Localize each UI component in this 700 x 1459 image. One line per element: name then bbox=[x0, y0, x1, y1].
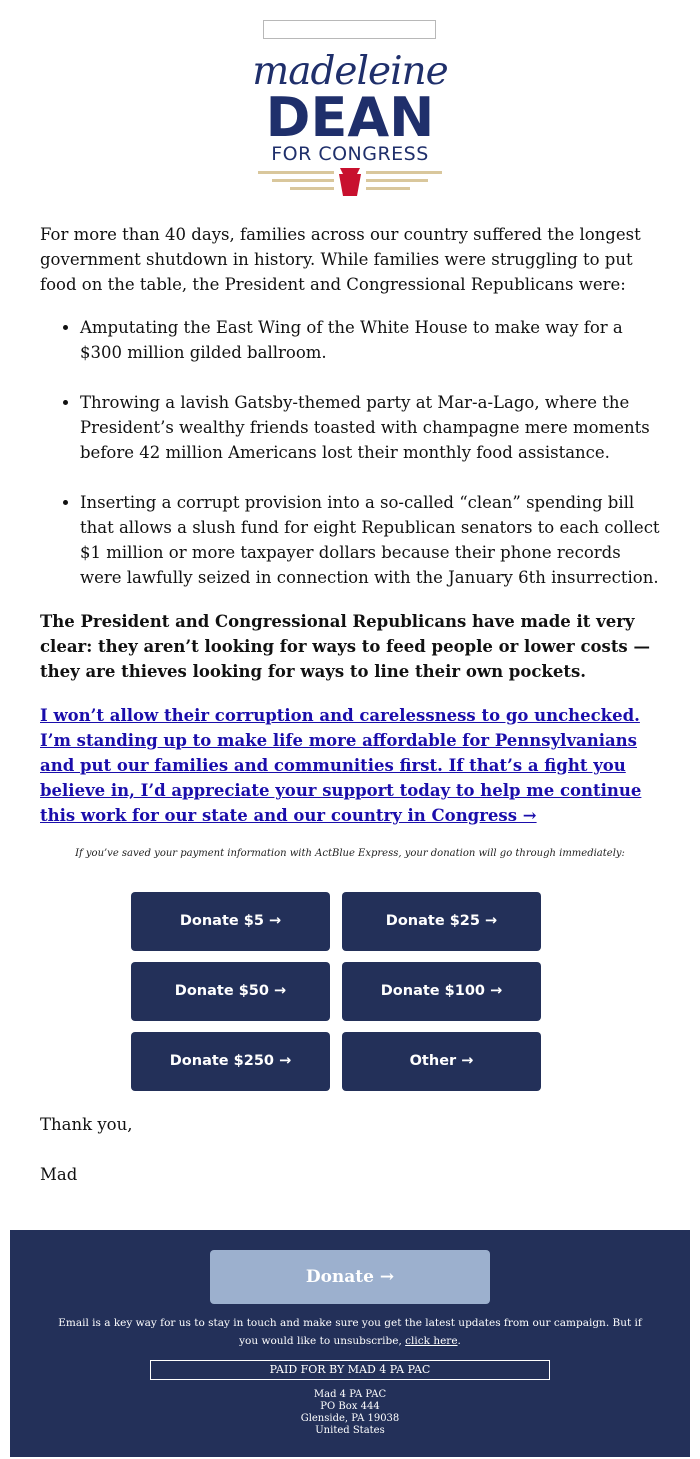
paid-for-disclaimer: PAID FOR BY MAD 4 PA PAC bbox=[150, 1360, 550, 1380]
bullet-item: • Amputating the East Wing of the White House to make way for a $300 million gilded ballroom. bbox=[80, 315, 660, 365]
actblue-express-note: If you’ve saved your payment information with ActBlue Express, your donation will go through immediately: bbox=[75, 848, 625, 859]
signoff-thanks: Thank you, bbox=[40, 1115, 133, 1134]
donate-50-button[interactable]: Donate $50 → bbox=[131, 962, 330, 1021]
address-line: Mad 4 PA PAC bbox=[313, 1389, 387, 1400]
logo-script-text: madeleine bbox=[252, 49, 448, 94]
bullet-item: • Inserting a corrupt provision into a so-called “clean” spending bill that allows a slush fund for eight Republican senators to each collect $1 million or more taxpayer dollars because their phone records were lawfully seized in connection with the January 6th insurrection. bbox=[80, 490, 660, 590]
footer-email-copy: Email is a key way for us to stay in touch and make sure you get the latest updates from our campaign. But if you would like to unsubscribe, bbox=[58, 1317, 642, 1347]
footer-donate-button[interactable]: Donate → bbox=[210, 1250, 490, 1304]
bullet-list bbox=[40, 315, 660, 590]
donate-25-button[interactable]: Donate $25 → bbox=[342, 892, 541, 951]
footer-email-text bbox=[50, 1314, 650, 1350]
signoff-name: Mad bbox=[40, 1165, 78, 1184]
bullet-item: • Throwing a lavish Gatsby-themed party at Mar-a-Lago, where the President’s wealthy friends toasted with champagne mere moments before 42 million Americans lost their monthly food assistance. bbox=[80, 390, 660, 465]
email-body bbox=[40, 222, 660, 828]
logo-stripe-right-1 bbox=[366, 171, 442, 174]
keystone-icon bbox=[338, 168, 362, 196]
intro-paragraph: For more than 40 days, families across our country suffered the longest government shutdown in history. While families were struggling to put food on the table, the President and Congressional Republicans were: bbox=[40, 225, 641, 294]
mailing-address bbox=[10, 1389, 690, 1437]
address-line: PO Box 444 bbox=[320, 1401, 380, 1412]
donate-100-button[interactable]: Donate $100 → bbox=[342, 962, 541, 1021]
footer bbox=[10, 1230, 690, 1457]
logo-subtitle-text: FOR CONGRESS bbox=[271, 143, 429, 165]
header-image-placeholder bbox=[263, 20, 436, 39]
logo-stripe-left-3 bbox=[290, 187, 334, 190]
donate-250-button[interactable]: Donate $250 → bbox=[131, 1032, 330, 1091]
address-line: United States bbox=[315, 1425, 385, 1436]
donate-5-button[interactable]: Donate $5 → bbox=[131, 892, 330, 951]
unsubscribe-link[interactable]: click here bbox=[405, 1335, 458, 1347]
footer-period: . bbox=[457, 1335, 461, 1347]
campaign-logo bbox=[250, 50, 450, 200]
bold-paragraph: The President and Congressional Republicans have made it very clear: they aren’t looking for ways to feed people or lower costs — they are thieves looking for ways to line their own pockets. bbox=[40, 612, 650, 681]
logo-name-text: DEAN bbox=[265, 86, 435, 149]
donate-other-button[interactable]: Other → bbox=[342, 1032, 541, 1091]
logo-stripe-left-2 bbox=[272, 179, 334, 182]
logo-stripe-left-1 bbox=[258, 171, 334, 174]
donate-cta-link[interactable]: I won’t allow their corruption and carelessness to go unchecked. I’m standing up to make life more affordable for Pennsylvanians and put our families and communities first. If that’s a fight you believe in, I’d appreciate your support today to help me continue this work for our state and our country in Congress → bbox=[40, 706, 642, 825]
logo-stripe-right-3 bbox=[366, 187, 410, 190]
address-line: Glenside, PA 19038 bbox=[300, 1413, 400, 1424]
logo-stripe-right-2 bbox=[366, 179, 428, 182]
